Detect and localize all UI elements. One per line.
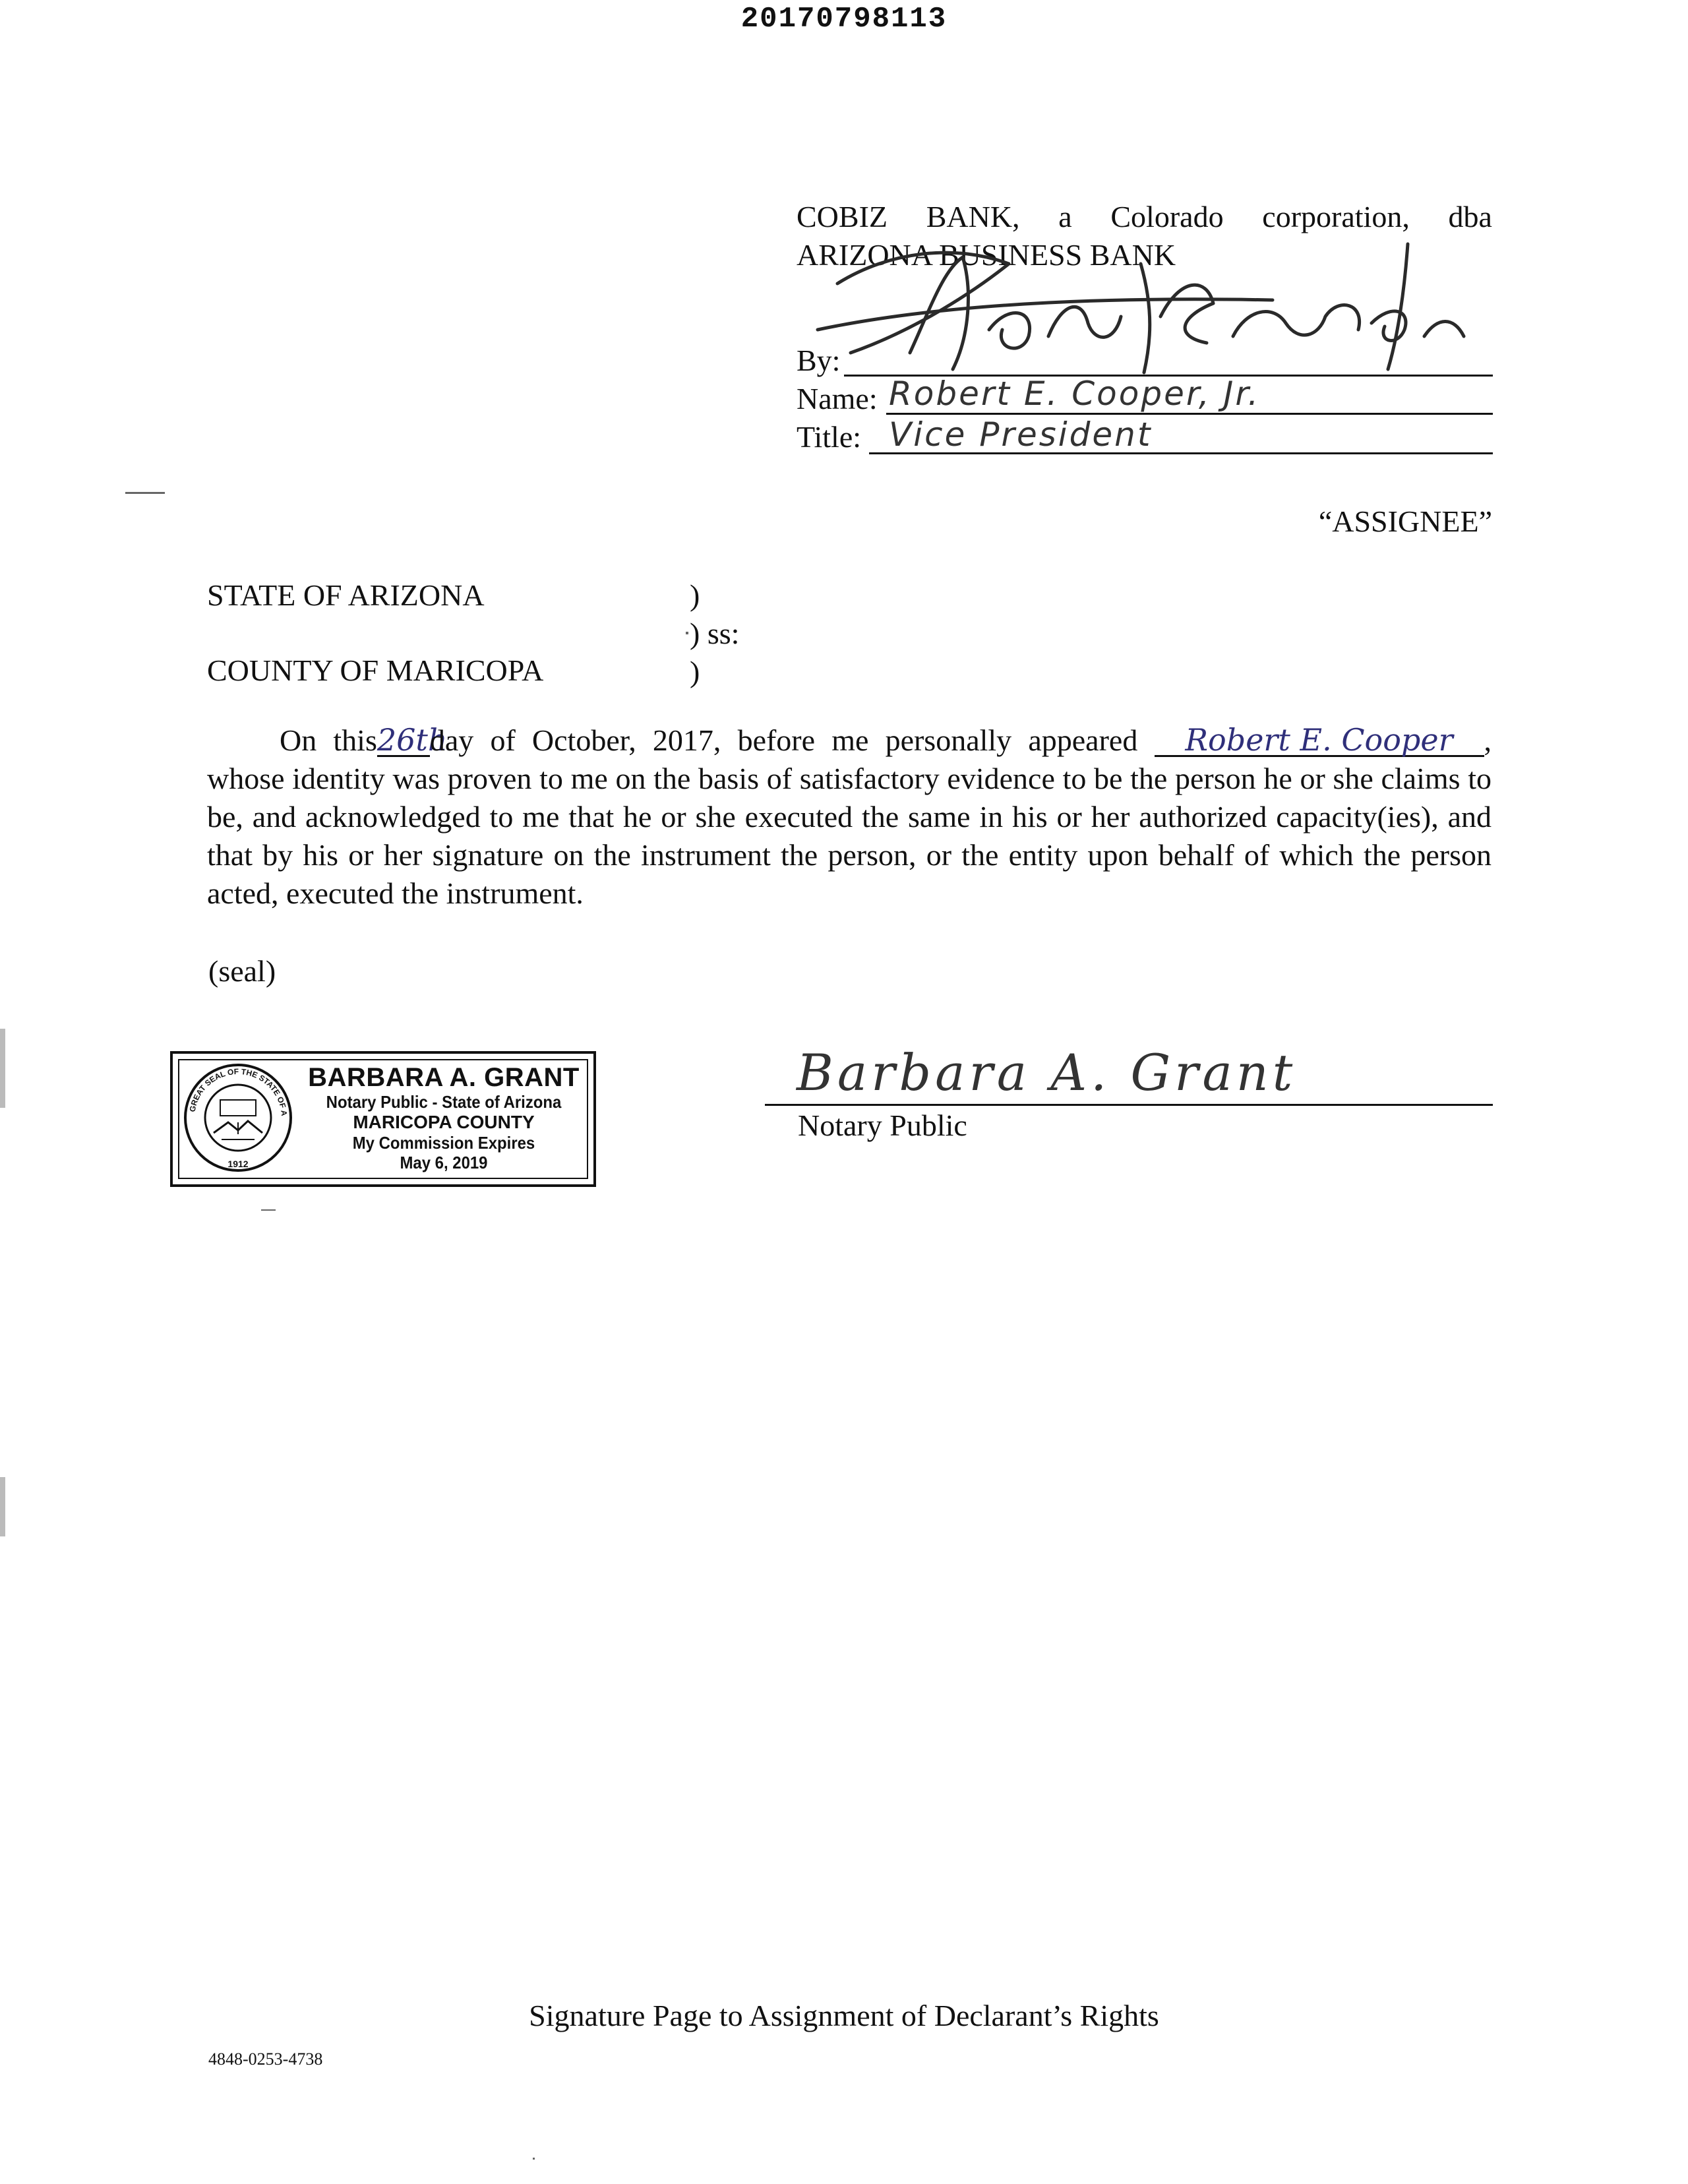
entity-word: BANK,	[926, 200, 1020, 233]
footer-title: Signature Page to Assignment of Declarant’s Rights	[529, 1999, 1159, 2032]
venue-paren-top: )	[690, 578, 700, 612]
stamp-text	[302, 1063, 586, 1172]
document-number: 4848-0253-4738	[208, 2049, 323, 2069]
entity-word: corporation,	[1262, 200, 1410, 233]
entity-word: Colorado	[1110, 200, 1224, 233]
venue-paren-bottom: )	[690, 655, 700, 688]
seal-label: (seal)	[208, 954, 276, 988]
venue-county: COUNTY OF MARICOPA	[207, 653, 544, 687]
venue-state: STATE OF ARIZONA	[207, 578, 485, 612]
entity-line-2: ARIZONA BUSINESS BANK	[797, 238, 1176, 272]
assignee-role-label: “ASSIGNEE”	[1318, 504, 1492, 538]
stamp-expires-date: May 6, 2019	[400, 1153, 488, 1172]
stamp-notary-name: BARBARA A. GRANT	[308, 1063, 580, 1092]
name-handwritten: Robert E. Cooper, Jr.	[889, 375, 1261, 413]
svg-text:GREAT SEAL OF THE STATE OF ARI	[182, 1062, 289, 1116]
notary-signature: Barbara A. Grant	[797, 1043, 1297, 1102]
record-number: 20170798113	[740, 3, 948, 36]
assignee-signature-image	[811, 237, 1497, 376]
stamp-county: MARICOPA COUNTY	[353, 1112, 535, 1132]
acknowledgment-paragraph	[207, 721, 1492, 913]
by-label: By:	[797, 344, 841, 377]
scan-mark	[686, 632, 688, 634]
venue-paren-ss: ) ss:	[690, 617, 740, 650]
scan-mark	[125, 492, 165, 494]
stamp-commission-state: Notary Public - State of Arizona	[326, 1092, 562, 1112]
ack-appeared-name-fill: Robert E. Cooper	[1155, 725, 1484, 757]
ack-day-fill: 26th	[377, 722, 448, 758]
scan-mark	[261, 1209, 276, 1211]
stamp-expires-label: My Commission Expires	[352, 1133, 535, 1153]
scan-edge-mark	[0, 1477, 5, 1536]
ack-on-this: On this	[280, 723, 377, 757]
scan-edge-mark	[0, 1029, 5, 1108]
seal-year: 1912	[227, 1159, 249, 1169]
title-handwritten: Vice President	[889, 415, 1153, 454]
ack-body: whose identity was proven to me on the basis of satisfactory evidence to be the person he or she claims to be, and acknowledged to me that he or she executed the same in his or her authorized capacity(ies), and that by his or her signature on the instrument the person, or the entity upon behalf of which the person acted, executed the instrument.	[207, 762, 1492, 910]
notary-stamp	[170, 1051, 596, 1187]
scan-mark	[533, 2158, 535, 2160]
entity-word: a	[1058, 200, 1072, 233]
title-label: Title:	[797, 420, 862, 454]
entity-word: dba	[1448, 200, 1492, 233]
seal-ring-text: GREAT SEAL OF THE STATE OF A	[187, 1066, 289, 1116]
name-label: Name:	[797, 382, 878, 415]
state-seal-image	[182, 1062, 294, 1174]
entity-line-1	[797, 198, 1492, 236]
ack-after-day: day of October, 2017, before me personally appeared	[429, 723, 1138, 757]
notary-public-label: Notary Public	[798, 1108, 967, 1142]
entity-word: COBIZ	[797, 200, 888, 233]
ack-after-name: ,	[1484, 723, 1492, 757]
notary-signature-line	[765, 1104, 1493, 1106]
name-line	[886, 413, 1493, 415]
